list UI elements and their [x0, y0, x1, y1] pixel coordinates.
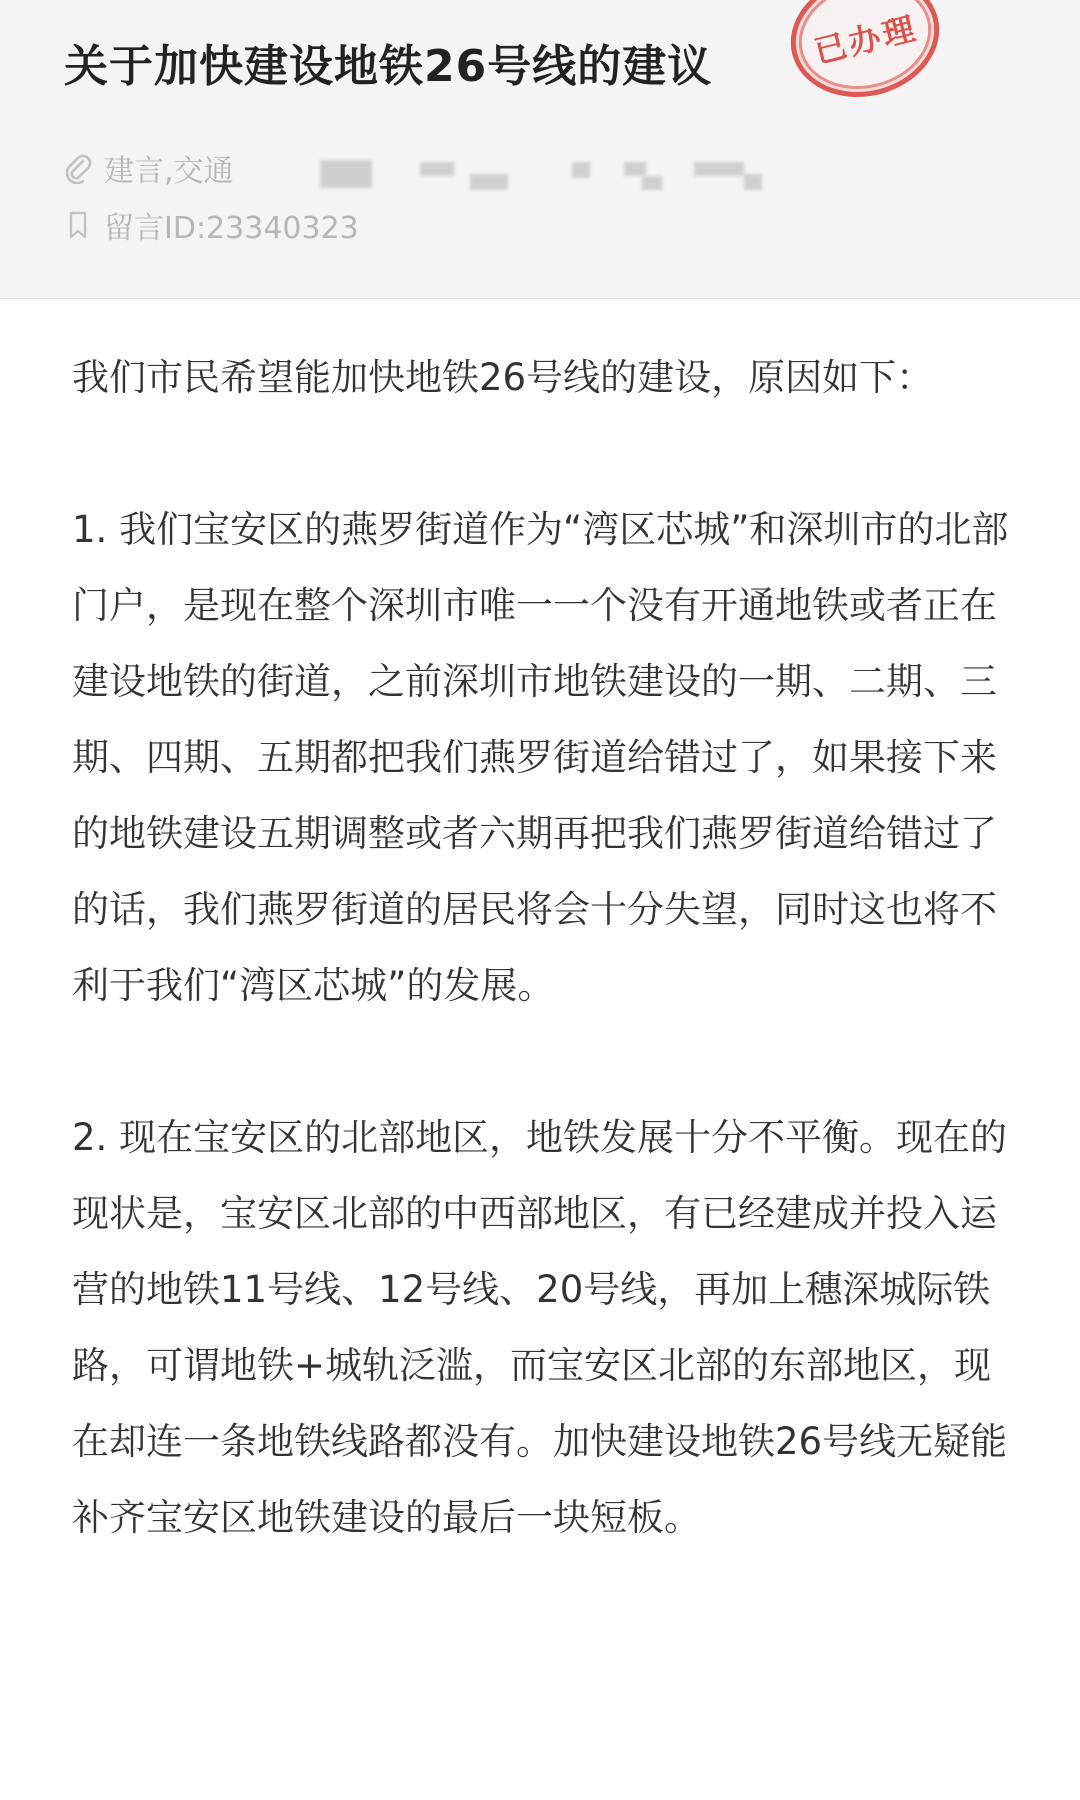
redacted-block [694, 162, 744, 176]
category-tags-row [62, 146, 234, 190]
redacted-block [624, 162, 646, 176]
paperclip-icon [62, 152, 94, 184]
bookmark-icon [62, 209, 94, 241]
message-id: 留言ID:23340323 [104, 211, 359, 246]
message-header [0, 0, 1080, 299]
redacted-block [420, 162, 454, 176]
reason-paragraph-2: 2. 现在宝安区的北部地区，地铁发展十分不平衡。现在的现状是，宝安区北部的中西部地区，有已经建成并投入运营的地铁11号线、12号线、20号线，再加上穗深城际铁路，可谓地铁+城轨泛滥，而宝安区北部的东部地区，现在却连一条地铁线路都没有。加快建设地铁26号线无疑能补齐宝安区地铁建设的最后一块短板。 [72, 1116, 1008, 1539]
page-title: 关于加快建设地铁26号线的建议 [64, 41, 713, 92]
intro-paragraph: 我们市民希望能加快地铁26号线的建设，原因如下： [72, 356, 934, 399]
stamp-label: 已办理 [810, 8, 922, 72]
reason-paragraph-1: 1. 我们宝安区的燕罗街道作为“湾区芯城”和深圳市的北部门户，是现在整个深圳市唯一一个没有开通地铁或者正在建设地铁的街道，之前深圳市地铁建设的一期、二期、三期、四期、五期都把我们燕罗街道给错过了，如果接下来的地铁建设五期调整或者六期再把我们燕罗街道给错过了的话，我们燕罗街道的居民将会十分失望，同时这也将不利于我们“湾区芯城”的发展。 [72, 508, 1009, 1007]
redacted-block [744, 174, 762, 190]
processed-stamp [778, 0, 953, 112]
redacted-block [470, 174, 508, 190]
category-tags[interactable]: 建言,交通 [104, 154, 234, 189]
redacted-block [572, 162, 590, 178]
message-body [72, 340, 1012, 1556]
redacted-block [642, 176, 662, 190]
message-id-row [62, 203, 359, 247]
redacted-block [320, 160, 372, 188]
